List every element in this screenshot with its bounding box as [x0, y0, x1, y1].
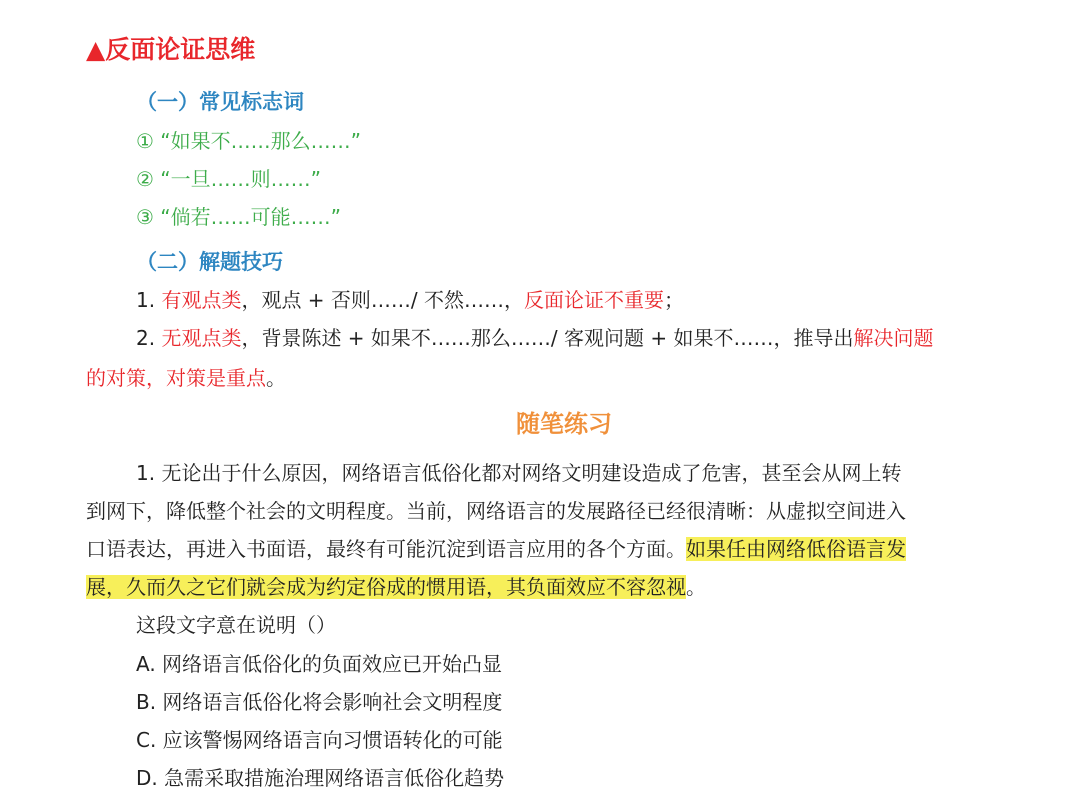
- passage-line: 1. 无论出于什么原因，网络语言低俗化都对网络文明建设造成了危害，甚至会从网上转: [136, 461, 902, 485]
- passage-line: 到网下，降低整个社会的文明程度。当前，网络语言的发展路径已经很清晰：从虚拟空间进入: [86, 499, 906, 523]
- question-stem: 这段文字意在说明（）: [136, 613, 336, 637]
- tip-2: [136, 322, 934, 351]
- tip-conclusion: 的对策，对策是重点: [86, 366, 266, 390]
- tip-conclusion: 反面论证不重要: [524, 288, 665, 312]
- passage-end: 。: [686, 575, 706, 599]
- tip-end: 。: [266, 366, 286, 390]
- tip-2-continued: [86, 362, 286, 391]
- part2-heading: （二）解题技巧: [136, 250, 283, 274]
- practice-title: 随笔练习: [516, 410, 612, 438]
- marker-item: ① “如果不……那么……”: [136, 129, 362, 153]
- tip-text: ，观点 + 否则……/ 不然……，: [241, 288, 525, 312]
- option-d[interactable]: D. 急需采取措施治理网络语言低俗化趋势: [136, 766, 505, 790]
- tip-number: 2.: [136, 326, 162, 350]
- passage-highlight: 如果任由网络低俗语言发: [686, 537, 906, 561]
- passage-line: [86, 533, 906, 562]
- tip-conclusion: 解决问题: [853, 326, 934, 350]
- part1-heading: （一）常见标志词: [136, 90, 304, 114]
- tip-number: 1.: [136, 288, 162, 312]
- passage-line: [86, 571, 706, 600]
- passage-text: 口语表达，再进入书面语，最终有可能沉淀到语言应用的各个方面。: [86, 537, 686, 561]
- tip-end: ；: [664, 288, 685, 312]
- tip-keyword: 无观点类: [161, 326, 242, 350]
- option-b[interactable]: B. 网络语言低俗化将会影响社会文明程度: [136, 690, 503, 714]
- tip-keyword: 有观点类: [161, 288, 242, 312]
- passage-highlight: 展，久而久之它们就会成为约定俗成的惯用语，其负面效应不容忽视: [86, 575, 686, 599]
- tip-1: [136, 284, 684, 313]
- option-a[interactable]: A. 网络语言低俗化的负面效应已开始凸显: [136, 652, 503, 676]
- tip-text: ，背景陈述 + 如果不……那么……/ 客观问题 + 如果不……，推导出: [241, 326, 854, 350]
- marker-item: ② “一旦……则……”: [136, 167, 322, 191]
- option-c[interactable]: C. 应该警惕网络语言向习惯语转化的可能: [136, 728, 503, 752]
- section-title: ▲反面论证思维: [86, 35, 256, 64]
- marker-item: ③ “倘若……可能……”: [136, 205, 342, 229]
